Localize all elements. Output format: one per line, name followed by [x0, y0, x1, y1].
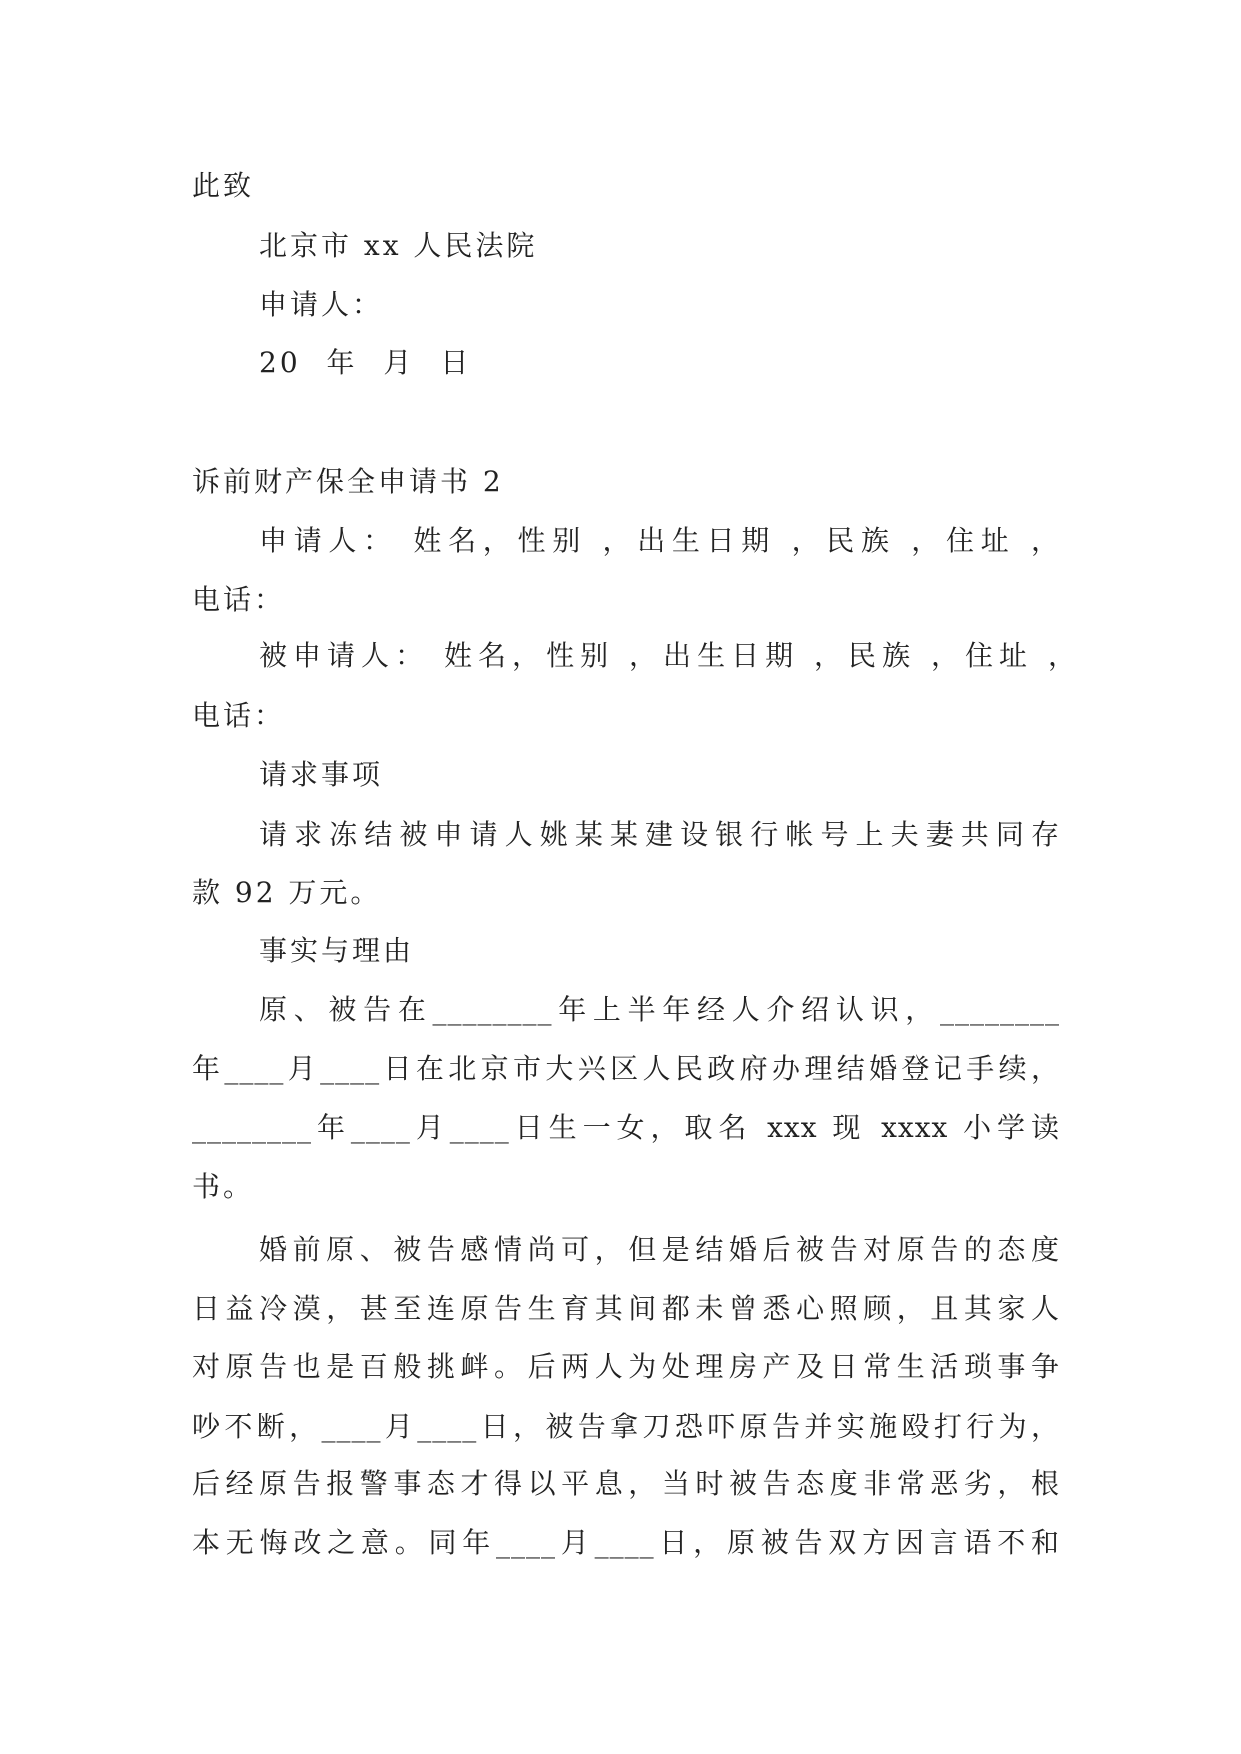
facts-paragraph1-line: 年____月____日在北京市大兴区人民政府办理结婚登记手续， — [192, 1052, 1060, 1085]
recipient-court: 北京市 xx 人民法院 — [259, 229, 538, 262]
facts-paragraph1-line: 书。 — [192, 1170, 255, 1203]
document-title: 诉前财产保全申请书 2 — [192, 465, 504, 498]
request-heading: 请求事项 — [259, 758, 384, 791]
facts-paragraph2-line: 吵不断，____月____日，被告拿刀恐吓原告并实施殴打行为， — [192, 1410, 1060, 1443]
facts-paragraph2-line: 后经原告报警事态才得以平息，当时被告态度非常恶劣，根 — [192, 1467, 1060, 1500]
facts-paragraph2-line: 日益冷漠，甚至连原告生育其间都未曾悉心照顾，且其家人 — [192, 1292, 1060, 1325]
facts-paragraph2-line: 婚前原、被告感情尚可，但是结婚后被告对原告的态度 — [259, 1233, 1060, 1266]
applicant-phone: 电话： — [192, 583, 286, 616]
respondent-info: 被申请人： 姓名，性别 ，出生日期 ，民族 ，住址 ， — [259, 639, 1077, 672]
closing-salutation: 此致 — [192, 169, 255, 202]
facts-paragraph2-line: 本无悔改之意。同年____月____日，原被告双方因言语不和 — [192, 1526, 1060, 1559]
applicant-signature-label: 申请人： — [259, 288, 384, 321]
facts-paragraph2-line: 对原告也是百般挑衅。后两人为处理房产及日常生活琐事争 — [192, 1350, 1060, 1383]
facts-paragraph1-line: ________年____月____日生一女，取名 xxx 现 xxxx 小学读 — [192, 1111, 1060, 1144]
request-line: 款 92 万元。 — [192, 876, 382, 909]
applicant-info: 申请人： 姓名，性别 ，出生日期 ，民族 ，住址 ， — [259, 524, 1060, 557]
respondent-phone: 电话： — [192, 699, 286, 732]
request-line: 请求冻结被申请人姚某某建设银行帐号上夫妻共同存 — [259, 818, 1060, 851]
facts-heading: 事实与理由 — [259, 934, 415, 967]
closing-date: 20 年 月 日 — [259, 346, 472, 379]
facts-paragraph1-line: 原、被告在________年上半年经人介绍认识，________ — [259, 993, 1060, 1026]
